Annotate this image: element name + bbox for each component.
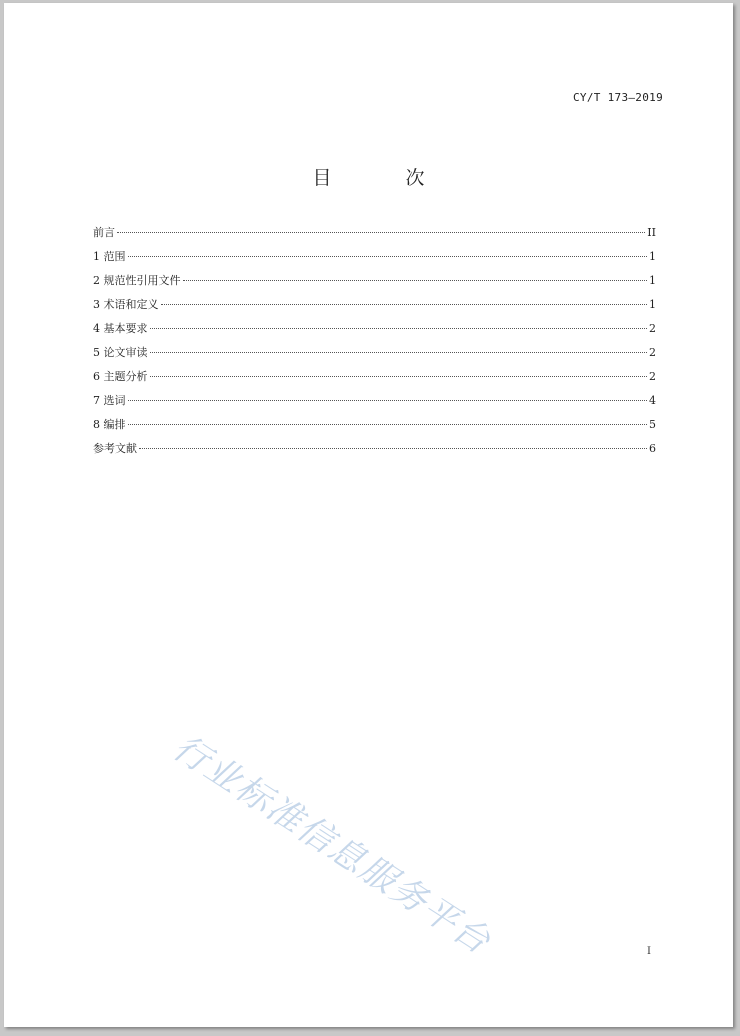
watermark: 行业标准信息服务平台 xyxy=(165,727,498,963)
toc-entry-label: 3 术语和定义 xyxy=(93,298,159,311)
toc-entry-paper-review[interactable] xyxy=(93,341,656,365)
toc-entry-page: 1 xyxy=(649,298,656,311)
toc-entry-page: 6 xyxy=(649,442,656,455)
toc-entry-basic-requirements[interactable] xyxy=(93,317,656,341)
toc-leader-dots xyxy=(128,424,648,425)
toc-leader-dots xyxy=(183,280,648,281)
toc-leader-dots xyxy=(128,400,648,401)
toc-entry-foreword[interactable] xyxy=(93,221,656,245)
toc-entry-page: 5 xyxy=(649,418,656,431)
toc-entry-page: 2 xyxy=(649,370,656,383)
toc-leader-dots xyxy=(150,376,648,377)
table-of-contents xyxy=(93,221,656,461)
toc-entry-label: 5 论文审读 xyxy=(93,346,148,359)
toc-entry-page: 1 xyxy=(649,250,656,263)
toc-entry-label: 8 编排 xyxy=(93,418,126,431)
page-number: I xyxy=(647,946,651,957)
toc-entry-label: 2 规范性引用文件 xyxy=(93,274,181,287)
toc-entry-arrangement[interactable] xyxy=(93,413,656,437)
toc-entry-page: 4 xyxy=(649,394,656,407)
toc-entry-label: 参考文献 xyxy=(93,442,137,455)
toc-entry-bibliography[interactable] xyxy=(93,437,656,461)
toc-entry-scope[interactable] xyxy=(93,245,656,269)
toc-entry-page: 2 xyxy=(649,346,656,359)
toc-entry-label: 前言 xyxy=(93,226,115,239)
toc-leader-dots xyxy=(117,232,645,233)
toc-entry-label: 4 基本要求 xyxy=(93,322,148,335)
toc-leader-dots xyxy=(150,328,648,329)
toc-leader-dots xyxy=(161,304,648,305)
toc-entry-normative-references[interactable] xyxy=(93,269,656,293)
standard-code: CY/T 173—2019 xyxy=(573,91,663,104)
document-page xyxy=(4,3,733,1027)
toc-leader-dots xyxy=(128,256,648,257)
toc-entry-label: 6 主题分析 xyxy=(93,370,148,383)
toc-entry-subject-analysis[interactable] xyxy=(93,365,656,389)
toc-entry-page: II xyxy=(647,226,656,239)
toc-entry-label: 1 范围 xyxy=(93,250,126,263)
toc-entry-terms-definitions[interactable] xyxy=(93,293,656,317)
toc-entry-page: 2 xyxy=(649,322,656,335)
toc-leader-dots xyxy=(139,448,647,449)
toc-entry-label: 7 选词 xyxy=(93,394,126,407)
toc-entry-page: 1 xyxy=(649,274,656,287)
toc-entry-term-selection[interactable] xyxy=(93,389,656,413)
toc-leader-dots xyxy=(150,352,648,353)
page-title: 目 次 xyxy=(312,167,459,189)
